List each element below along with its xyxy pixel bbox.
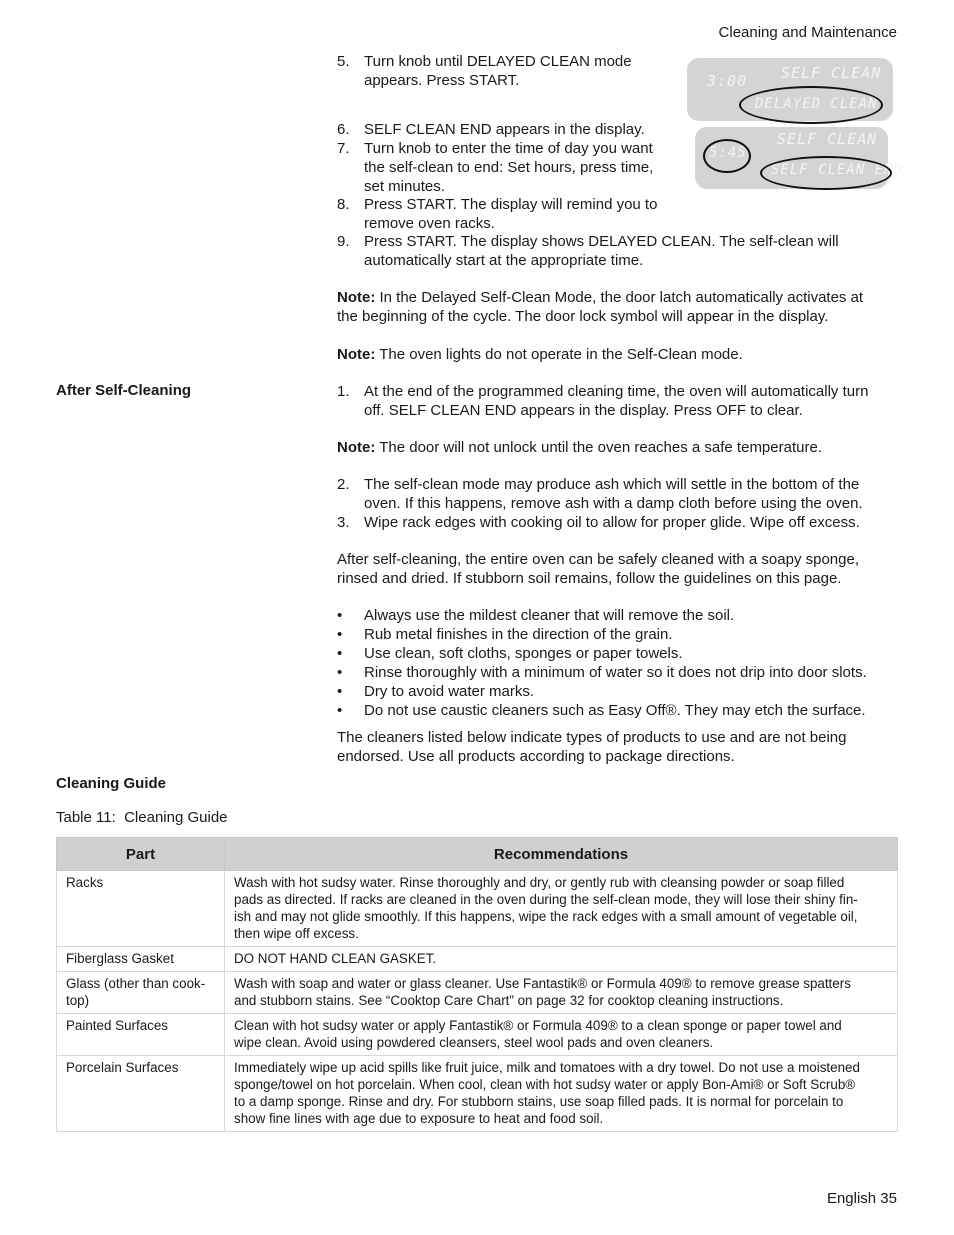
column-header-recommendations: Recommendations <box>225 838 898 871</box>
highlight-oval <box>703 139 751 173</box>
cell-recommendation: Clean with hot sudsy water or apply Fantastik® or Formula 409® to a clean sponge or paper towel and wipe clean. Avoid using powdered cleansers, steel wool pads and oven cleaners. <box>225 1014 898 1056</box>
table-row <box>57 972 898 1014</box>
cleaning-tips-list <box>337 606 897 720</box>
oven-display-self-clean-end <box>695 127 904 189</box>
table-row <box>57 871 898 947</box>
cell-recommendation: Immediately wipe up acid spills like fruit juice, milk and tomatoes with a dry towel. Do not use a moistened sponge/towel on hot porcelain. When cool, clean with hot sudsy water or apply Bon-Ami® or Soft Scrub® to a damp sponge. Rinse and dry. For stubborn stains, use soap filled pads. It is normal for porcelain to show fine lines with age due to exposure to heat and food soil. <box>225 1056 898 1132</box>
display-mode: SELF CLEAN <box>781 64 882 82</box>
page-footer: English 35 <box>826 1190 897 1207</box>
list-item: • Rinse thoroughly with a minimum of water so it does not drip into door slots. <box>337 664 867 681</box>
cleaners-disclaimer: The cleaners listed below indicate types of products to use and are not being endorsed. Use all products according to package directions. <box>337 729 847 765</box>
cell-part: Glass (other than cook- top) <box>57 972 225 1014</box>
cell-part: Porcelain Surfaces <box>57 1056 225 1132</box>
display-time: 3:00 <box>707 72 748 90</box>
cell-recommendation: Wash with soap and water or glass cleaner. Use Fantastik® or Formula 409® to remove grease spatters and stubborn stains. See “Cooktop Care Chart” on page 32 for cooktop cleaning instructions. <box>225 972 898 1014</box>
cell-part: Racks <box>57 871 225 947</box>
note-door-unlock: Note: The door will not unlock until the oven reaches a safe temperature. <box>337 439 822 456</box>
section-heading-after-self-cleaning: After Self-Cleaning <box>56 382 192 399</box>
cell-part: Fiberglass Gasket <box>57 947 225 972</box>
display-mode: SELF CLEAN <box>777 130 878 148</box>
cell-recommendation: Wash with hot sudsy water. Rinse thoroughly and dry, or gently rub with cleansing powder or soap filled pads as directed. If racks are cleaned in the oven during the self-clean mode, they will lose their shiny fin- ish and may not glide smoothly. If this happens, wipe the rack edges with a small amount of vegetable oil, then wipe off excess. <box>225 871 898 947</box>
after-paragraph: After self-cleaning, the entire oven can be safely cleaned with a soapy sponge, rinsed and dried. If stubborn soil remains, follow the guidelines on this page. <box>337 551 859 587</box>
table-row <box>57 947 898 972</box>
display-sub: SELF CLEAN END <box>771 162 904 178</box>
column-header-part: Part <box>57 838 225 871</box>
highlight-oval <box>739 86 883 124</box>
list-item: • Use clean, soft cloths, sponges or paper towels. <box>337 645 683 662</box>
cell-part: Painted Surfaces <box>57 1014 225 1056</box>
table-row <box>57 1056 898 1132</box>
note-delayed-clean: Note: In the Delayed Self-Clean Mode, the door latch automatically activates at the beginning of the cycle. The door lock symbol will appear in the display. <box>337 289 864 325</box>
page-header: Cleaning and Maintenance <box>718 24 897 41</box>
list-item: • Rub metal finishes in the direction of the grain. <box>337 626 673 643</box>
note-oven-lights: Note: The oven lights do not operate in the Self-Clean mode. <box>337 346 743 363</box>
table-row <box>57 1014 898 1056</box>
display-time: 5:45 <box>709 145 747 161</box>
highlight-oval <box>760 156 892 190</box>
list-item: • Dry to avoid water marks. <box>337 683 535 700</box>
cleaning-guide-table <box>56 837 898 1132</box>
section-heading-cleaning-guide: Cleaning Guide <box>56 775 167 792</box>
cell-recommendation: DO NOT HAND CLEAN GASKET. <box>225 947 898 972</box>
list-item: • Always use the mildest cleaner that will remove the soil. <box>337 607 735 624</box>
oven-display-delayed-clean <box>687 58 893 121</box>
list-item: • Do not use caustic cleaners such as Easy Off®. They may etch the surface. <box>337 702 866 719</box>
table-caption: Table 11: Cleaning Guide <box>56 809 228 826</box>
display-sub: DELAYED CLEAN <box>755 96 878 112</box>
table-header-row <box>57 838 898 871</box>
